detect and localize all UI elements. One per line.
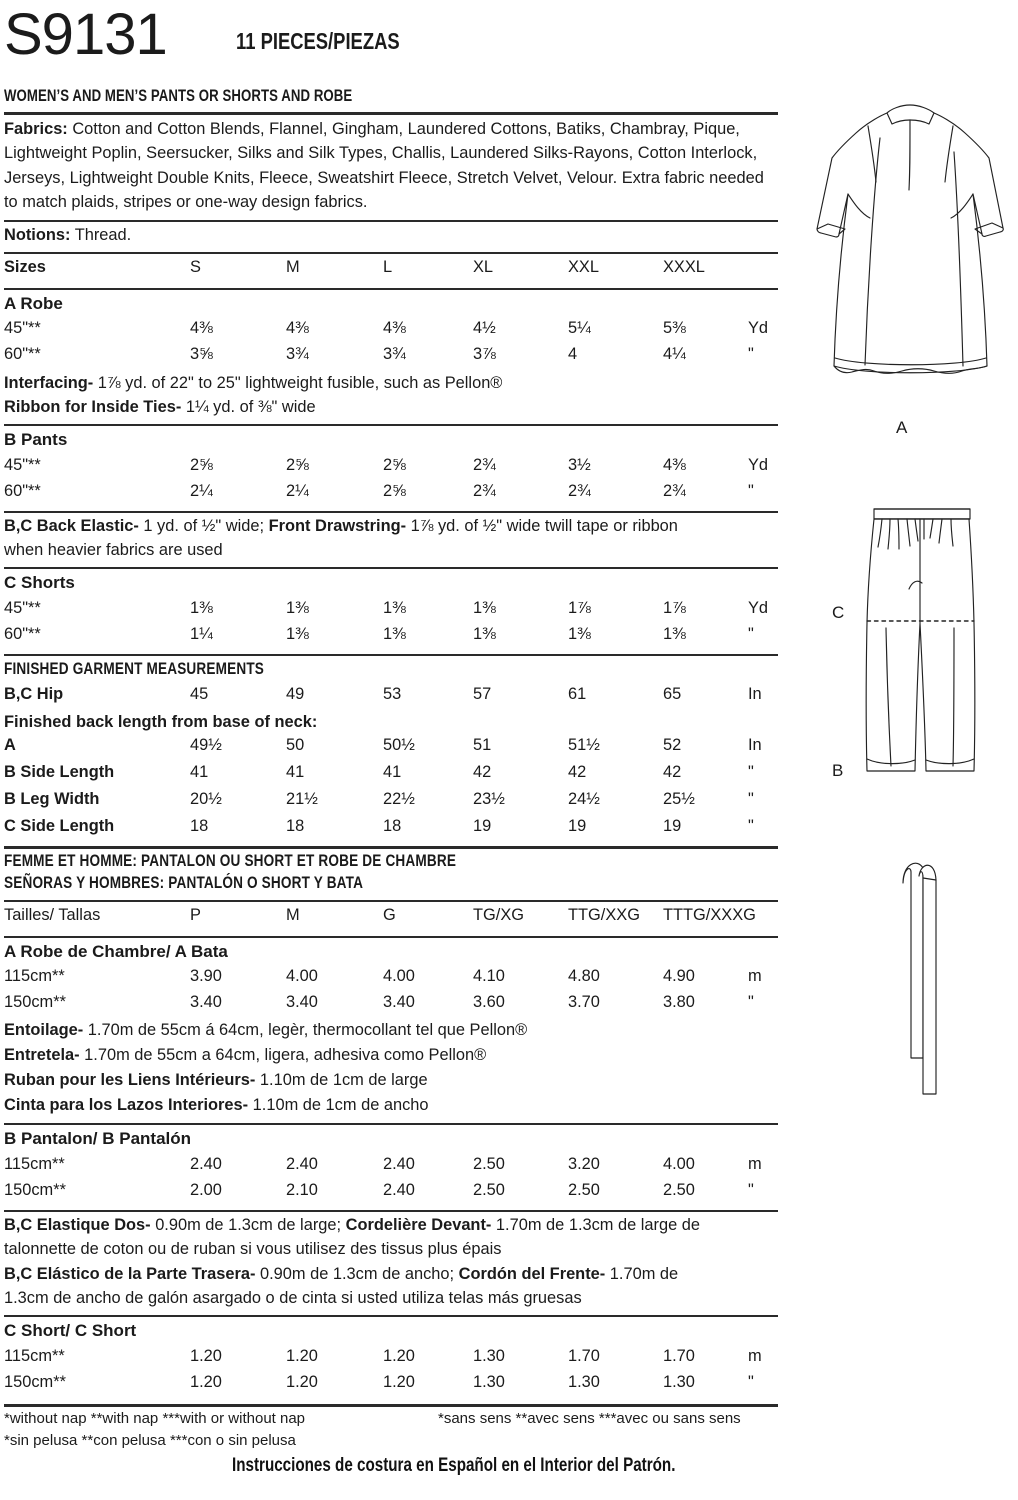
divider (4, 288, 778, 290)
cell: 3.20 (568, 1155, 600, 1173)
table-row (0, 456, 790, 482)
cell: 19 (473, 817, 492, 835)
divider (4, 112, 778, 115)
metric-section-heading-pants: B Pantalon/ B Pantalón (4, 1129, 192, 1148)
fabrics-text: Cotton and Cotton Blends, Flannel, Gingham, Laundered Cottons, Batiks, Chambray, Pique, Lightweight Poplin, Seersucker, Silks and Silk Types, Challis, Laundered Silks-Rayons, Cotton Interlock, Jerseys, Lightweight Double Knits, Fleece, Sweatshirt Fleece, Stretch Velvet, Velour. Extra fabric needed to match plaids, stripes or one-way design fabrics. (4, 120, 764, 211)
cell: 45 (190, 685, 209, 703)
cell: 1⅜ (663, 625, 686, 643)
cell: 2.40 (383, 1155, 415, 1173)
divider (4, 1123, 778, 1125)
page-title: WOMEN’S AND MEN’S PANTS OR SHORTS AND ROBE (4, 87, 353, 105)
divider (4, 1404, 778, 1407)
cell: 3.40 (286, 993, 318, 1011)
cell: 51 (473, 736, 492, 754)
footnote-nap-fr: *sans sens **avec sens ***avec ou sans sens (438, 1410, 741, 1427)
row-label: B Leg Width (4, 790, 100, 808)
cell: 18 (383, 817, 402, 835)
entretela-text: 1.70m de 55cm a 64cm, ligera, adhesiva como Pellon® (79, 1046, 487, 1064)
cell: 2¼ (286, 482, 309, 500)
finished-measurements-heading: FINISHED GARMENT MEASUREMENTS (4, 659, 265, 678)
cell: 1⅜ (286, 599, 309, 617)
row-label: 115cm** (4, 1155, 65, 1173)
divider (4, 252, 778, 254)
sizes-header-row (0, 258, 790, 284)
metric-size-col-5: TTG/XXG (568, 906, 640, 924)
table-row (0, 482, 790, 508)
interfacing-label: Interfacing- (4, 374, 94, 392)
row-unit: In (748, 736, 762, 754)
ruban-label: Ruban pour les Liens Intérieurs- (4, 1071, 256, 1089)
illustration-pants (832, 503, 982, 788)
cell: 1.20 (383, 1347, 415, 1365)
cell: 2.50 (568, 1181, 600, 1199)
cell: 4.00 (286, 967, 318, 985)
pattern-number: S9131 (4, 2, 167, 67)
metric-title-es: SEÑORAS Y HOMBRES: PANTALÓN O SHORT Y BATA (4, 873, 364, 892)
row-unit: Yd (748, 599, 769, 617)
sizes-row-label: Sizes (4, 258, 46, 276)
row-unit: m (748, 1347, 762, 1365)
row-label: B Side Length (4, 763, 115, 781)
cell: 3⅝ (190, 345, 213, 363)
cell: 50 (286, 736, 305, 754)
cell: 2.40 (383, 1181, 415, 1199)
table-row (0, 319, 790, 345)
cell: 4½ (473, 319, 496, 337)
elastico-trasera-note (4, 1262, 794, 1286)
size-col-1: S (190, 258, 201, 276)
illustration-tie-belt (895, 850, 955, 1140)
interfacing-note (4, 371, 794, 395)
divider (4, 936, 778, 938)
cell: 2.40 (190, 1155, 222, 1173)
row-unit: " (748, 763, 754, 781)
cell: 3.80 (663, 993, 695, 1011)
cell: 3.90 (190, 967, 222, 985)
cell: 3¾ (286, 345, 309, 363)
divider (4, 220, 778, 222)
cordon-frente-label: Cordón del Frente- (458, 1265, 606, 1283)
elastique-dos-value: 0.90m de 1.3cm de large; (150, 1216, 346, 1234)
table-row (0, 599, 790, 625)
cell: 61 (568, 685, 587, 703)
cordon-frente-value: 1.70m de (605, 1265, 679, 1283)
cell: 4.80 (568, 967, 600, 985)
cell: 1⅞ (568, 599, 591, 617)
back-length-note: Finished back length from base of neck: (4, 713, 318, 731)
cell: 2.50 (473, 1155, 505, 1173)
cell: 4⅜ (190, 319, 213, 337)
fabrics-block (4, 117, 782, 214)
table-row (0, 625, 790, 651)
cell: 1⅜ (383, 599, 406, 617)
cell: 41 (190, 763, 209, 781)
cell: 49 (286, 685, 305, 703)
metric-sizes-row-label: Tailles/ Tallas (4, 906, 101, 924)
cell: 4 (568, 345, 578, 363)
cell: 1.20 (383, 1373, 415, 1391)
elastico-trasera-value: 0.90m de 1.3cm de ancho; (255, 1265, 459, 1283)
cell: 2¾ (473, 456, 496, 474)
cell: 3.70 (568, 993, 600, 1011)
cell: 1.30 (568, 1373, 600, 1391)
row-unit: " (748, 345, 754, 363)
front-drawstring-label: Front Drawstring- (268, 517, 407, 535)
cell: 42 (473, 763, 492, 781)
cell: 4.00 (383, 967, 415, 985)
row-unit: " (748, 482, 754, 500)
divider (4, 900, 778, 902)
footnote-nap-es: *sin pelusa **con pelusa ***con o sin pelusa (4, 1432, 296, 1449)
cell: 41 (383, 763, 402, 781)
cordeliere-label: Cordelière Devant- (345, 1216, 492, 1234)
table-row (0, 736, 790, 762)
row-label: 150cm** (4, 1181, 66, 1199)
table-row (0, 817, 790, 843)
cell: 2.00 (190, 1181, 222, 1199)
metric-sizes-header-row (0, 906, 790, 932)
size-col-4: XL (473, 258, 494, 276)
illustration-label-shorts: C (832, 603, 845, 622)
ruban-note (4, 1068, 794, 1092)
elastico-trasera-note-line2: 1.3cm de ancho de galón asargado o de cinta si usted utiliza telas más gruesas (4, 1289, 582, 1307)
elastique-dos-note-line2: talonnette de coton ou de ruban si vous utilisez des tissus plus épais (4, 1240, 502, 1258)
row-label: 150cm** (4, 993, 66, 1011)
row-unit: " (748, 1373, 754, 1391)
row-label: 150cm** (4, 1373, 66, 1391)
cell: 3.40 (190, 993, 222, 1011)
cell: 25½ (663, 790, 695, 808)
elastique-dos-note (4, 1213, 794, 1237)
metric-size-col-2: M (286, 906, 300, 924)
divider (4, 567, 778, 569)
cell: 19 (663, 817, 682, 835)
cell: 1.30 (663, 1373, 695, 1391)
cordeliere-value: 1.70m de 1.3cm de large de (491, 1216, 701, 1234)
ribbon-label: Ribbon for Inside Ties- (4, 398, 182, 416)
elastique-dos-label: B,C Elastique Dos- (4, 1216, 151, 1234)
pieces-count: 11 PIECES/PIEZAS (236, 28, 400, 54)
row-label: 60"** (4, 345, 41, 363)
cell: 3⅞ (473, 345, 496, 363)
row-unit: In (748, 685, 762, 703)
metric-size-col-4: TG/XG (473, 906, 524, 924)
entretela-label: Entretela- (4, 1046, 80, 1064)
table-row (0, 1155, 790, 1181)
cell: 2⅝ (383, 456, 406, 474)
cell: 1.70 (663, 1347, 695, 1365)
cell: 2.50 (473, 1181, 505, 1199)
row-unit: " (748, 1181, 754, 1199)
entoilage-label: Entoilage- (4, 1021, 84, 1039)
cell: 4.00 (663, 1155, 695, 1173)
illustration-label-pants: B (832, 761, 844, 780)
row-label: 115cm** (4, 1347, 65, 1365)
cell: 2⅝ (286, 456, 309, 474)
metric-size-col-1: P (190, 906, 201, 924)
cell: 5⅜ (663, 319, 686, 337)
cell: 4⅜ (663, 456, 686, 474)
cell: 18 (190, 817, 209, 835)
cell: 1⅜ (190, 599, 213, 617)
back-elastic-note (4, 514, 794, 538)
table-row (0, 790, 790, 816)
cell: 22½ (383, 790, 415, 808)
cell: 1¼ (190, 625, 213, 643)
entoilage-note (4, 1018, 794, 1042)
row-label: 60"** (4, 625, 41, 643)
cell: 1⅜ (286, 625, 309, 643)
row-label: 45"** (4, 319, 41, 337)
elastico-trasera-label: B,C Elástico de la Parte Trasera- (4, 1265, 256, 1283)
row-label: 60"** (4, 482, 41, 500)
cell: 2¾ (473, 482, 496, 500)
cell: 1.30 (473, 1347, 505, 1365)
row-label: B,C Hip (4, 685, 64, 703)
divider (4, 511, 778, 513)
cell: 20½ (190, 790, 222, 808)
cell: 18 (286, 817, 305, 835)
table-row (0, 1181, 790, 1207)
header (4, 2, 794, 68)
cell: 2¾ (568, 482, 591, 500)
back-elastic-label: B,C Back Elastic- (4, 517, 139, 535)
size-col-2: M (286, 258, 300, 276)
cell: 1.30 (473, 1373, 505, 1391)
cell: 3¾ (383, 345, 406, 363)
cell: 23½ (473, 790, 505, 808)
cell: 53 (383, 685, 402, 703)
cell: 4¼ (663, 345, 686, 363)
cell: 51½ (568, 736, 600, 754)
section-heading-robe: A Robe (4, 294, 63, 313)
notions-text: Thread. (70, 226, 132, 244)
spanish-instructions-note: Instrucciones de costura en Español en el Interior del Patrón. (231, 1455, 676, 1476)
table-row (0, 1373, 790, 1399)
row-unit: " (748, 993, 754, 1011)
cell: 1⅜ (473, 625, 496, 643)
cell: 1⅜ (383, 625, 406, 643)
cell: 2¾ (663, 482, 686, 500)
cell: 19 (568, 817, 587, 835)
cell: 3.60 (473, 993, 505, 1011)
size-col-6: XXXL (663, 258, 705, 276)
cell: 1.20 (190, 1373, 222, 1391)
row-unit: Yd (748, 456, 769, 474)
table-row (0, 967, 790, 993)
entoilage-text: 1.70m de 55cm á 64cm, legèr, thermocollant tel que Pellon® (83, 1021, 528, 1039)
section-heading-pants: B Pants (4, 430, 68, 449)
metric-size-col-3: G (383, 906, 396, 924)
cinta-note (4, 1093, 794, 1117)
size-col-5: XXL (568, 258, 599, 276)
cell: 4⅜ (383, 319, 406, 337)
row-unit: m (748, 1155, 762, 1173)
cell: 1⅜ (568, 625, 591, 643)
cinta-label: Cinta para los Lazos Interiores- (4, 1096, 249, 1114)
cell: 4.90 (663, 967, 695, 985)
front-drawstring-value: 1⅞ yd. of ½" wide twill tape or ribbon (406, 517, 678, 535)
cell: 5¼ (568, 319, 591, 337)
ribbon-note (4, 395, 794, 419)
cell: 52 (663, 736, 682, 754)
cell: 1⅞ (663, 599, 686, 617)
divider (4, 424, 778, 426)
divider (4, 846, 778, 849)
cell: 1.20 (286, 1373, 318, 1391)
table-row (0, 993, 790, 1019)
cell: 2⅝ (383, 482, 406, 500)
row-unit: m (748, 967, 762, 985)
cell: 2.50 (663, 1181, 695, 1199)
row-unit: " (748, 817, 754, 835)
cell: 24½ (568, 790, 600, 808)
table-row (0, 685, 790, 711)
cell: 4.10 (473, 967, 505, 985)
illustration-robe (808, 100, 1013, 437)
cell: 50½ (383, 736, 415, 754)
metric-size-col-6: TTTG/XXXG (663, 906, 756, 924)
size-col-3: L (383, 258, 393, 276)
cell: 2¼ (190, 482, 213, 500)
back-elastic-value: 1 yd. of ½" wide; (138, 517, 269, 535)
cell: 1.20 (190, 1347, 222, 1365)
cell: 65 (663, 685, 682, 703)
metric-title-fr: FEMME ET HOMME: PANTALON OU SHORT ET ROBE DE CHAMBRE (4, 851, 457, 870)
cell: 2⅝ (190, 456, 213, 474)
cell: 21½ (286, 790, 318, 808)
cell: 3.40 (383, 993, 415, 1011)
cell: 2.40 (286, 1155, 318, 1173)
ruban-text: 1.10m de 1cm de large (255, 1071, 428, 1089)
fabrics-label: Fabrics: (4, 120, 68, 138)
cell: 41 (286, 763, 305, 781)
divider (4, 1315, 778, 1317)
row-label: 45"** (4, 456, 41, 474)
row-label: C Side Length (4, 817, 115, 835)
cell: 1⅜ (473, 599, 496, 617)
cell: 1.70 (568, 1347, 600, 1365)
cell: 1.20 (286, 1347, 318, 1365)
divider (4, 654, 778, 656)
cell: 42 (568, 763, 587, 781)
table-row (0, 345, 790, 371)
footnote-nap-en: *without nap **with nap ***with or without nap (4, 1410, 306, 1427)
row-unit: " (748, 790, 754, 808)
cell: 2.10 (286, 1181, 318, 1199)
cinta-text: 1.10m de 1cm de ancho (248, 1096, 429, 1114)
metric-section-heading-shorts: C Short/ C Short (4, 1321, 137, 1340)
cell: 3½ (568, 456, 591, 474)
table-row (0, 1347, 790, 1373)
divider (4, 1210, 778, 1212)
row-unit: Yd (748, 319, 769, 337)
cell: 4⅜ (286, 319, 309, 337)
metric-section-heading-robe: A Robe de Chambre/ A Bata (4, 942, 228, 961)
cell: 49½ (190, 736, 222, 754)
interfacing-text: 1⅞ yd. of 22" to 25" lightweight fusible, such as Pellon® (93, 374, 503, 392)
back-elastic-note-line2: when heavier fabrics are used (4, 541, 223, 559)
section-heading-shorts: C Shorts (4, 573, 75, 592)
notions-label: Notions: (4, 226, 71, 244)
row-label: 115cm** (4, 967, 65, 985)
table-row (0, 763, 790, 789)
row-label: A (4, 736, 16, 754)
cell: 42 (663, 763, 682, 781)
ribbon-text: 1¼ yd. of ⅜" wide (181, 398, 316, 416)
row-unit: " (748, 625, 754, 643)
row-label: 45"** (4, 599, 41, 617)
cell: 57 (473, 685, 492, 703)
notions-block (4, 223, 794, 247)
entretela-note (4, 1043, 794, 1067)
illustration-label-robe: A (896, 418, 908, 437)
